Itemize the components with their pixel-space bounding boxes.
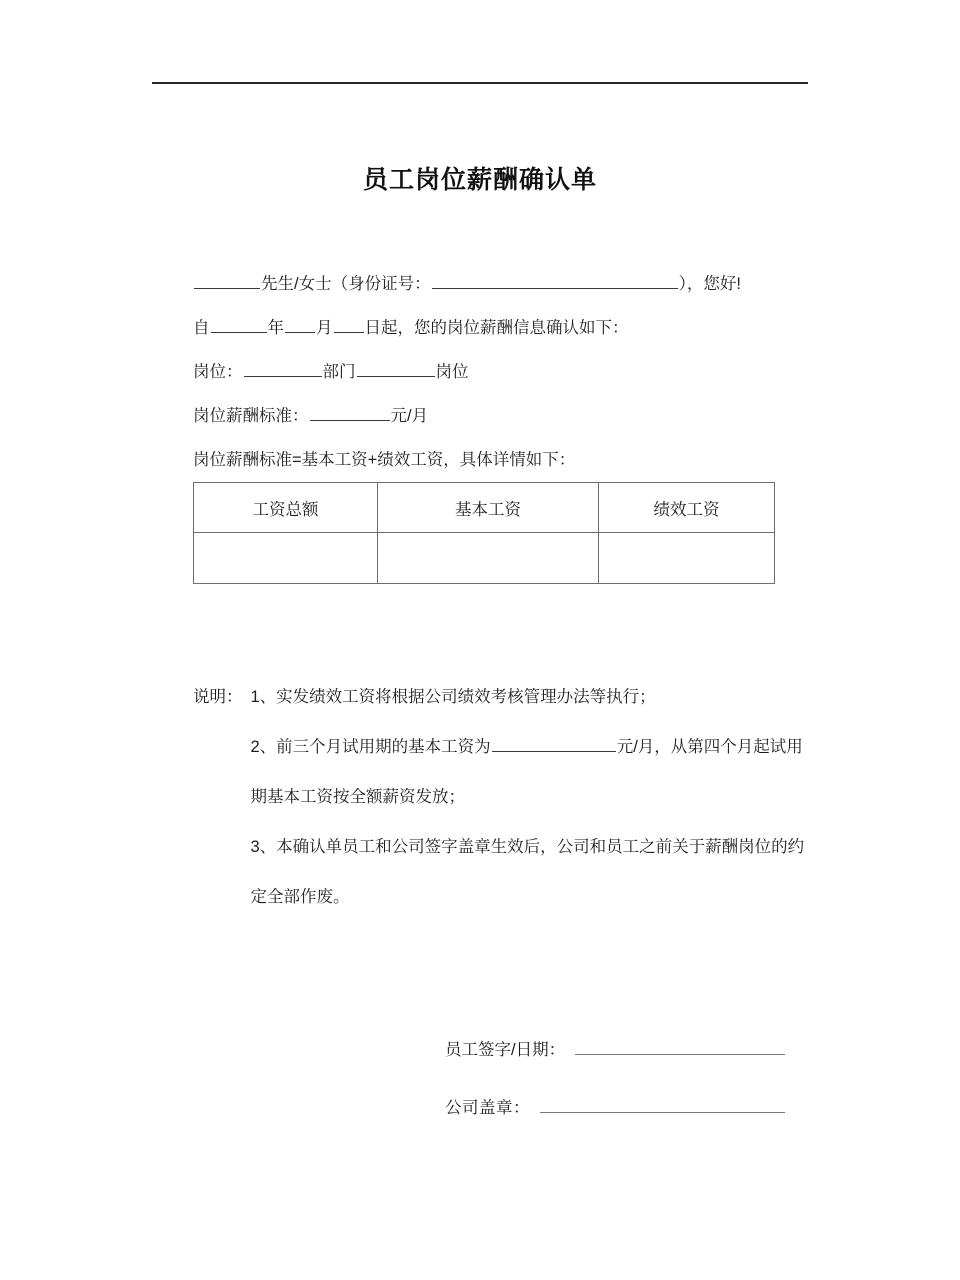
position-line <box>193 350 813 394</box>
blank-department[interactable] <box>244 361 322 377</box>
table-header-row <box>194 483 775 533</box>
table-header-base: 基本工资 <box>378 483 599 533</box>
greeting-name-suffix: 先生/女士（身份证号： <box>261 275 431 293</box>
table-cell-total[interactable] <box>194 533 378 584</box>
note-item-1: 1、实发绩效工资将根据公司绩效考核管理办法等执行； <box>250 688 656 706</box>
notes-section <box>193 672 813 922</box>
notes-label: 说明： <box>193 688 243 706</box>
company-seal-row <box>445 1094 785 1118</box>
page-title: 员工岗位薪酬确认单 <box>362 166 597 194</box>
notes-list <box>251 672 814 922</box>
blank-year[interactable] <box>211 317 267 333</box>
table-header-performance: 绩效工资 <box>599 483 775 533</box>
company-seal-line[interactable] <box>540 1098 785 1113</box>
salary-breakdown-table <box>193 482 775 584</box>
label-day-rest: 日起，您的岗位薪酬信息确认如下： <box>364 319 629 337</box>
table-row <box>194 533 775 584</box>
greeting-close: ），您好! <box>678 275 741 293</box>
employee-signature-line[interactable] <box>575 1040 785 1055</box>
company-seal-label: 公司盖章： <box>445 1099 530 1117</box>
blank-salary-standard[interactable] <box>310 405 390 421</box>
effective-prefix: 自 <box>193 319 210 337</box>
blank-month[interactable] <box>285 317 315 333</box>
blank-employee-name[interactable] <box>194 273 260 289</box>
position-label: 岗位： <box>193 363 243 381</box>
note-2-suffix: 元/月，从第四个月起试用期基本工资按全额薪资发放； <box>250 738 803 806</box>
effective-date-line <box>193 306 813 350</box>
blank-day[interactable] <box>334 317 364 333</box>
table-cell-base[interactable] <box>378 533 599 584</box>
label-month: 月 <box>316 319 333 337</box>
label-post: 岗位 <box>435 363 469 381</box>
salary-standard-unit: 元/月 <box>390 407 429 425</box>
blank-probation-base-salary[interactable] <box>492 736 616 752</box>
header-divider <box>152 82 808 84</box>
document-body <box>193 262 813 482</box>
salary-standard-label: 岗位薪酬标准： <box>193 407 309 425</box>
signature-section <box>445 1036 785 1152</box>
table-header-total: 工资总额 <box>194 483 378 533</box>
blank-id-number[interactable] <box>432 273 678 289</box>
employee-signature-row <box>445 1036 785 1060</box>
blank-post[interactable] <box>357 361 435 377</box>
salary-standard-line <box>193 394 813 438</box>
note-item-2 <box>251 722 814 822</box>
greeting-line <box>193 262 813 306</box>
salary-formula-line: 岗位薪酬标准=基本工资+绩效工资，具体详情如下： <box>193 451 576 469</box>
label-year: 年 <box>267 319 284 337</box>
note-item-3: 3、本确认单员工和公司签字盖章生效后，公司和员工之前关于薪酬岗位的约定全部作废。 <box>250 838 805 906</box>
label-department: 部门 <box>322 363 356 381</box>
employee-signature-label: 员工签字/日期： <box>445 1041 566 1059</box>
table-cell-performance[interactable] <box>599 533 775 584</box>
note-2-prefix: 2、前三个月试用期的基本工资为 <box>250 738 491 756</box>
